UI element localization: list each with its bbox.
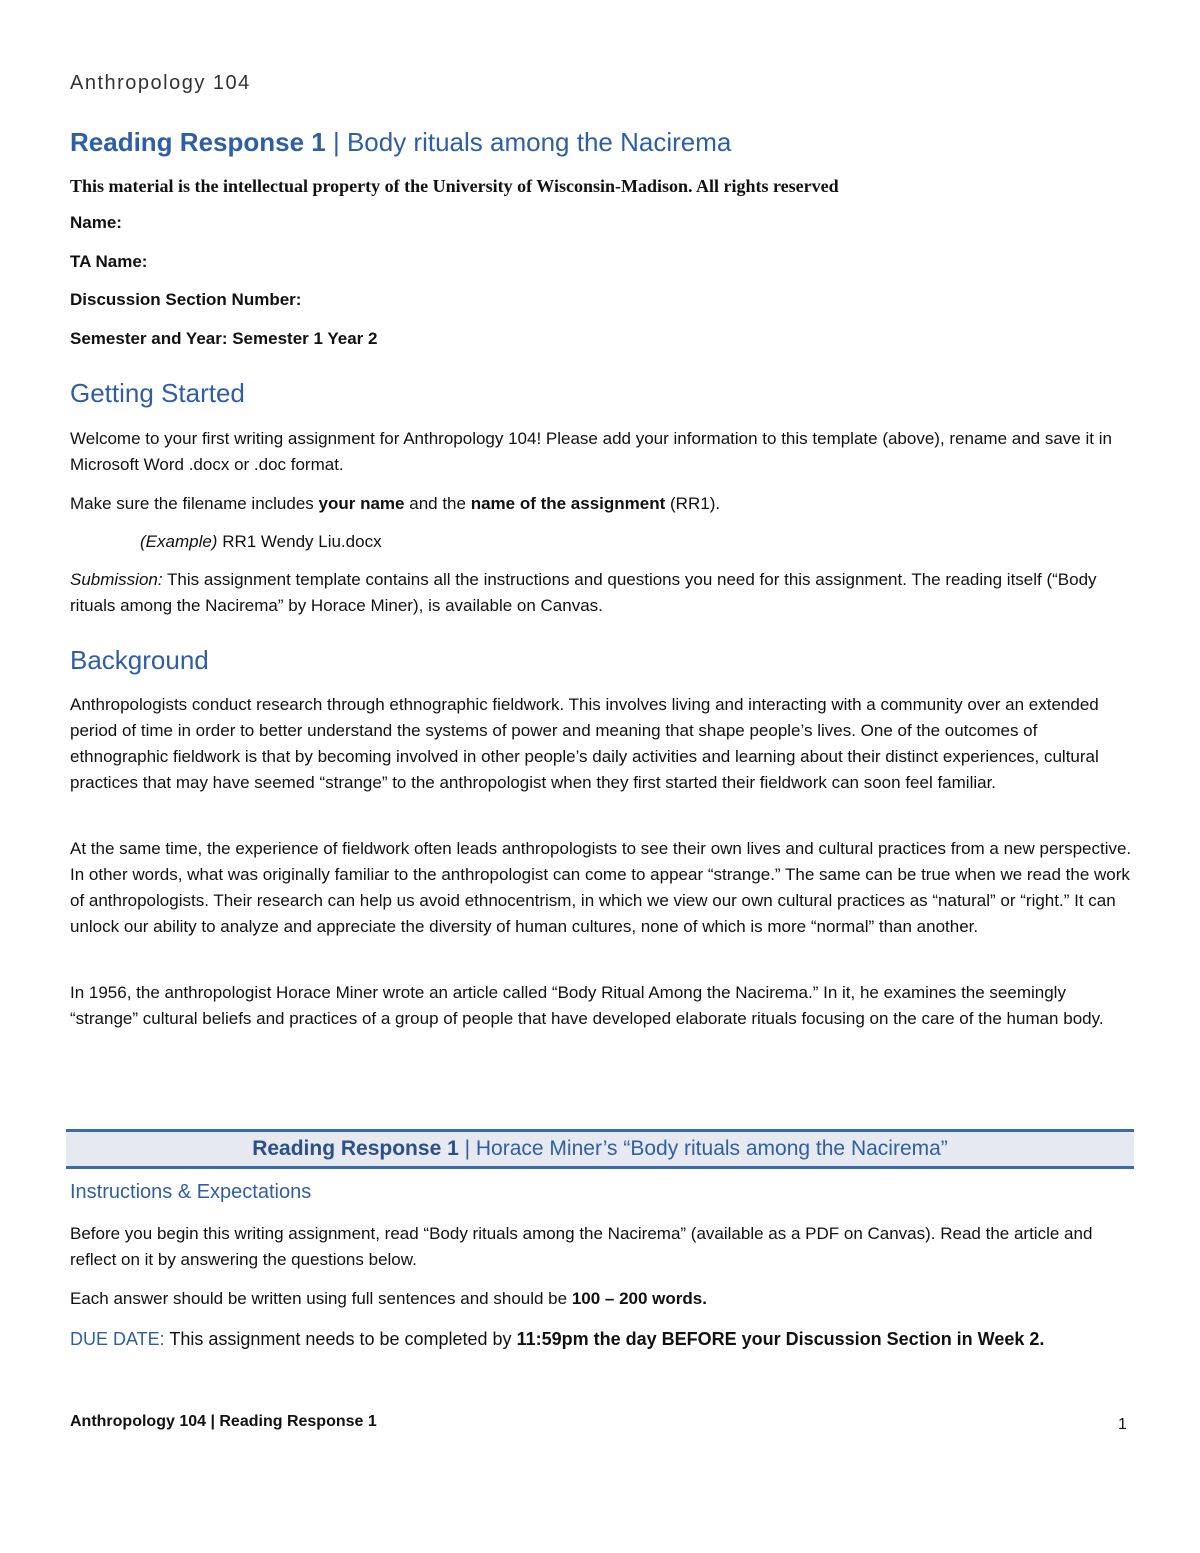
- due-date-text: This assignment needs to be completed by: [164, 1329, 517, 1349]
- filename-text-a: Make sure the filename includes: [70, 494, 319, 513]
- box-title-separator: |: [458, 1137, 476, 1160]
- due-date-label: DUE DATE:: [70, 1329, 165, 1349]
- example-label: (Example): [140, 532, 218, 551]
- instructions-paragraph-1: Before you begin this writing assignment, read “Body rituals among the Nacirema” (available as a PDF on Canvas). Read the article and reflect on it by answering the questions below.: [70, 1224, 1093, 1269]
- title-bold: Reading Response 1: [70, 127, 326, 157]
- submission-label: Submission:: [70, 570, 163, 589]
- semester-year-field: Semester and Year: Semester 1 Year 2: [70, 329, 378, 348]
- submission-paragraph: [70, 567, 1132, 619]
- filename-text-e: (RR1).: [665, 494, 721, 513]
- example-line: [140, 529, 1040, 555]
- word-count-range: 100 – 200 words.: [571, 1289, 707, 1308]
- background-heading: Background: [70, 645, 209, 675]
- ta-name-field: TA Name:: [70, 252, 148, 271]
- page-footer: Anthropology 104 | Reading Response 1: [70, 1413, 377, 1430]
- name-field: Name:: [70, 213, 122, 232]
- filename-text-c: and the: [404, 494, 471, 513]
- submission-text: This assignment template contains all the instructions and questions you need for this assignment. The reading itself (“Body rituals among the Nacirema” by Horace Miner), is available on Canvas.: [70, 570, 1097, 615]
- filename-assignment-name: name of the assignment: [470, 494, 666, 513]
- section-box-title: [66, 1137, 1134, 1161]
- welcome-paragraph: Welcome to your first writing assignment for Anthropology 104! Please add your information to this template (above), rename and save it in Microsoft Word .docx or .doc format.: [70, 429, 1112, 474]
- box-title-bold: Reading Response 1: [252, 1137, 459, 1160]
- page-title: [70, 127, 731, 158]
- background-paragraph-1: Anthropologists conduct research through ethnographic fieldwork. This involves living and interacting with a community over an extended period of time in order to better understand the systems of power and meaning that shape people’s lives. One of the outcomes of ethnographic fieldwork is that by becoming involved in other people’s daily activities and learning about their distinct experiences, cultural practices that may have seemed “strange” to the anthropologist when they first started their fieldwork can soon feel familiar.: [70, 695, 1099, 792]
- copyright-notice: This material is the intellectual property of the University of Wisconsin-Madison. All rights reserved: [70, 176, 839, 196]
- title-subtitle: Body rituals among the Nacirema: [346, 127, 732, 157]
- word-count-text: Each answer should be written using full sentences and should be: [70, 1289, 572, 1308]
- filename-your-name: your name: [318, 494, 405, 513]
- background-paragraph-3: In 1956, the anthropologist Horace Miner wrote an article called “Body Ritual Among the Nacirema.” In it, he examines the seemingly “strange” cultural beliefs and practices of a group of people that have developed elaborate rituals focusing on the care of the human body.: [70, 983, 1104, 1028]
- due-date-deadline: 11:59pm the day BEFORE your Discussion Section in Week 2.: [516, 1329, 1045, 1349]
- word-count-paragraph: [70, 1286, 1132, 1312]
- title-separator: |: [325, 127, 347, 157]
- box-bottom-rule: [66, 1166, 1134, 1169]
- example-filename: RR1 Wendy Liu.docx: [217, 532, 382, 551]
- course-header: Anthropology 104: [70, 72, 251, 94]
- getting-started-heading: Getting Started: [70, 378, 245, 408]
- page-number: 1: [1118, 1416, 1127, 1433]
- filename-paragraph: [70, 491, 1132, 517]
- due-date-paragraph: [70, 1326, 1132, 1352]
- box-title-rest: Horace Miner’s “Body rituals among the Nacirema”: [475, 1137, 948, 1160]
- instructions-heading: Instructions & Expectations: [70, 1181, 312, 1203]
- discussion-section-field: Discussion Section Number:: [70, 290, 302, 309]
- background-paragraph-2: At the same time, the experience of fieldwork often leads anthropologists to see their own lives and cultural practices from a new perspective. In other words, what was originally familiar to the anthropologist can come to appear “strange.” The same can be true when we read the work of anthropologists. Their research can help us avoid ethnocentrism, in which we view our own cultural practices as “natural” or “right.” It can unlock our ability to analyze and appreciate the diversity of human cultures, none of which is more “normal” than another.: [70, 839, 1132, 936]
